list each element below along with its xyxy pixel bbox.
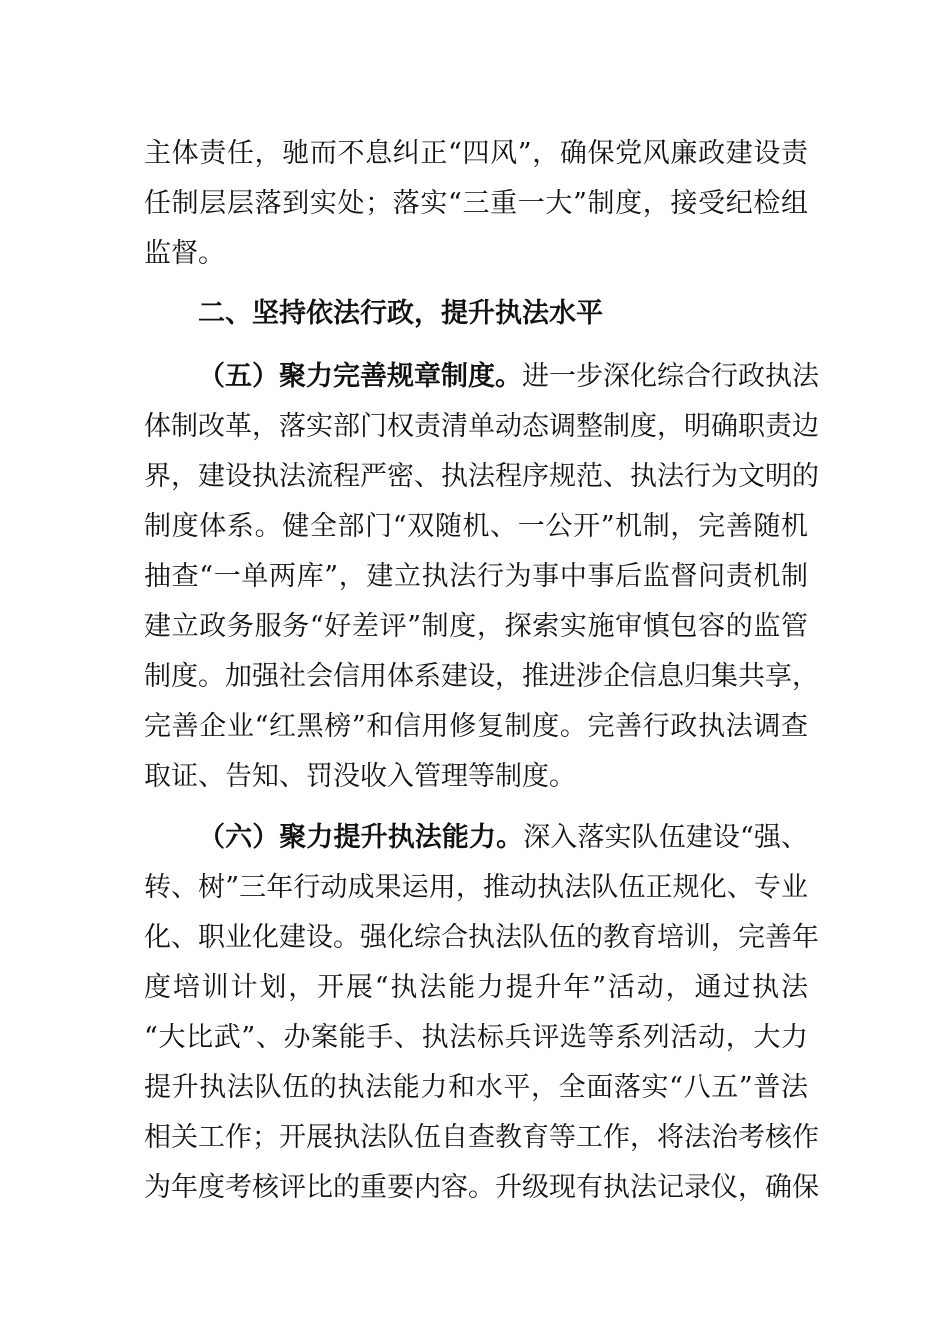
item-six-line-5: “大比武”、办案能手、执法标兵评选等系列活动，大力 [144,1022,808,1053]
item-five-line-5: 抽查“一单两库”，建立执法行为事中事后监督问责机制 [144,561,808,592]
item-five-line-9: 取证、告知、罚没收入管理等制度。 [144,761,576,792]
item-five-line-3: 界，建设执法流程严密、执法程序规范、执法行为文明的 [144,461,819,492]
section-heading: 二、坚持依法行政，提升执法水平 [198,298,603,329]
item-six-first-line [198,820,808,856]
item-five-first-line-text: 进一步深化综合行政执法 [522,361,819,392]
item-five-lead: （五）聚力完善规章制度。 [198,361,522,392]
item-five-line-4: 制度体系。健全部门“双随机、一公开”机制，完善随机 [144,511,808,542]
item-six-line-3: 化、职业化建设。强化综合执法队伍的教育培训，完善年 [144,922,819,953]
item-six-line-6: 提升执法队伍的执法能力和水平，全面落实“八五”普法 [144,1072,808,1103]
item-six-line-4: 度培训计划，开展“执法能力提升年”活动，通过执法 [144,972,808,1003]
intro-line-3: 监督。 [144,238,225,269]
intro-line-1: 主体责任，驰而不息纠正“四风”，确保党风廉政建设责 [144,138,808,169]
item-five-line-2: 体制改革，落实部门权责清单动态调整制度，明确职责边 [144,411,819,442]
item-six-line-2: 转、树”三年行动成果运用，推动执法队伍正规化、专业 [144,872,808,903]
item-five-line-7: 制度。加强社会信用体系建设，推进涉企信息归集共享， [144,661,819,692]
item-six-line-7: 相关工作；开展执法队伍自查教育等工作，将法治考核作 [144,1122,819,1153]
item-five-first-line [198,359,819,395]
item-six-first-line-text: 深入落实队伍建设“强、 [523,822,809,853]
intro-line-2: 任制层层落到实处；落实“三重一大”制度，接受纪检组 [144,188,808,219]
item-five-line-8: 完善企业“红黑榜”和信用修复制度。完善行政执法调查 [144,711,808,742]
item-five-line-6: 建立政务服务“好差评”制度，探索实施审慎包容的监管 [144,611,808,642]
item-six-lead: （六）聚力提升执法能力。 [198,822,524,853]
item-six-line-8: 为年度考核评比的重要内容。升级现有执法记录仪，确保 [144,1172,819,1203]
